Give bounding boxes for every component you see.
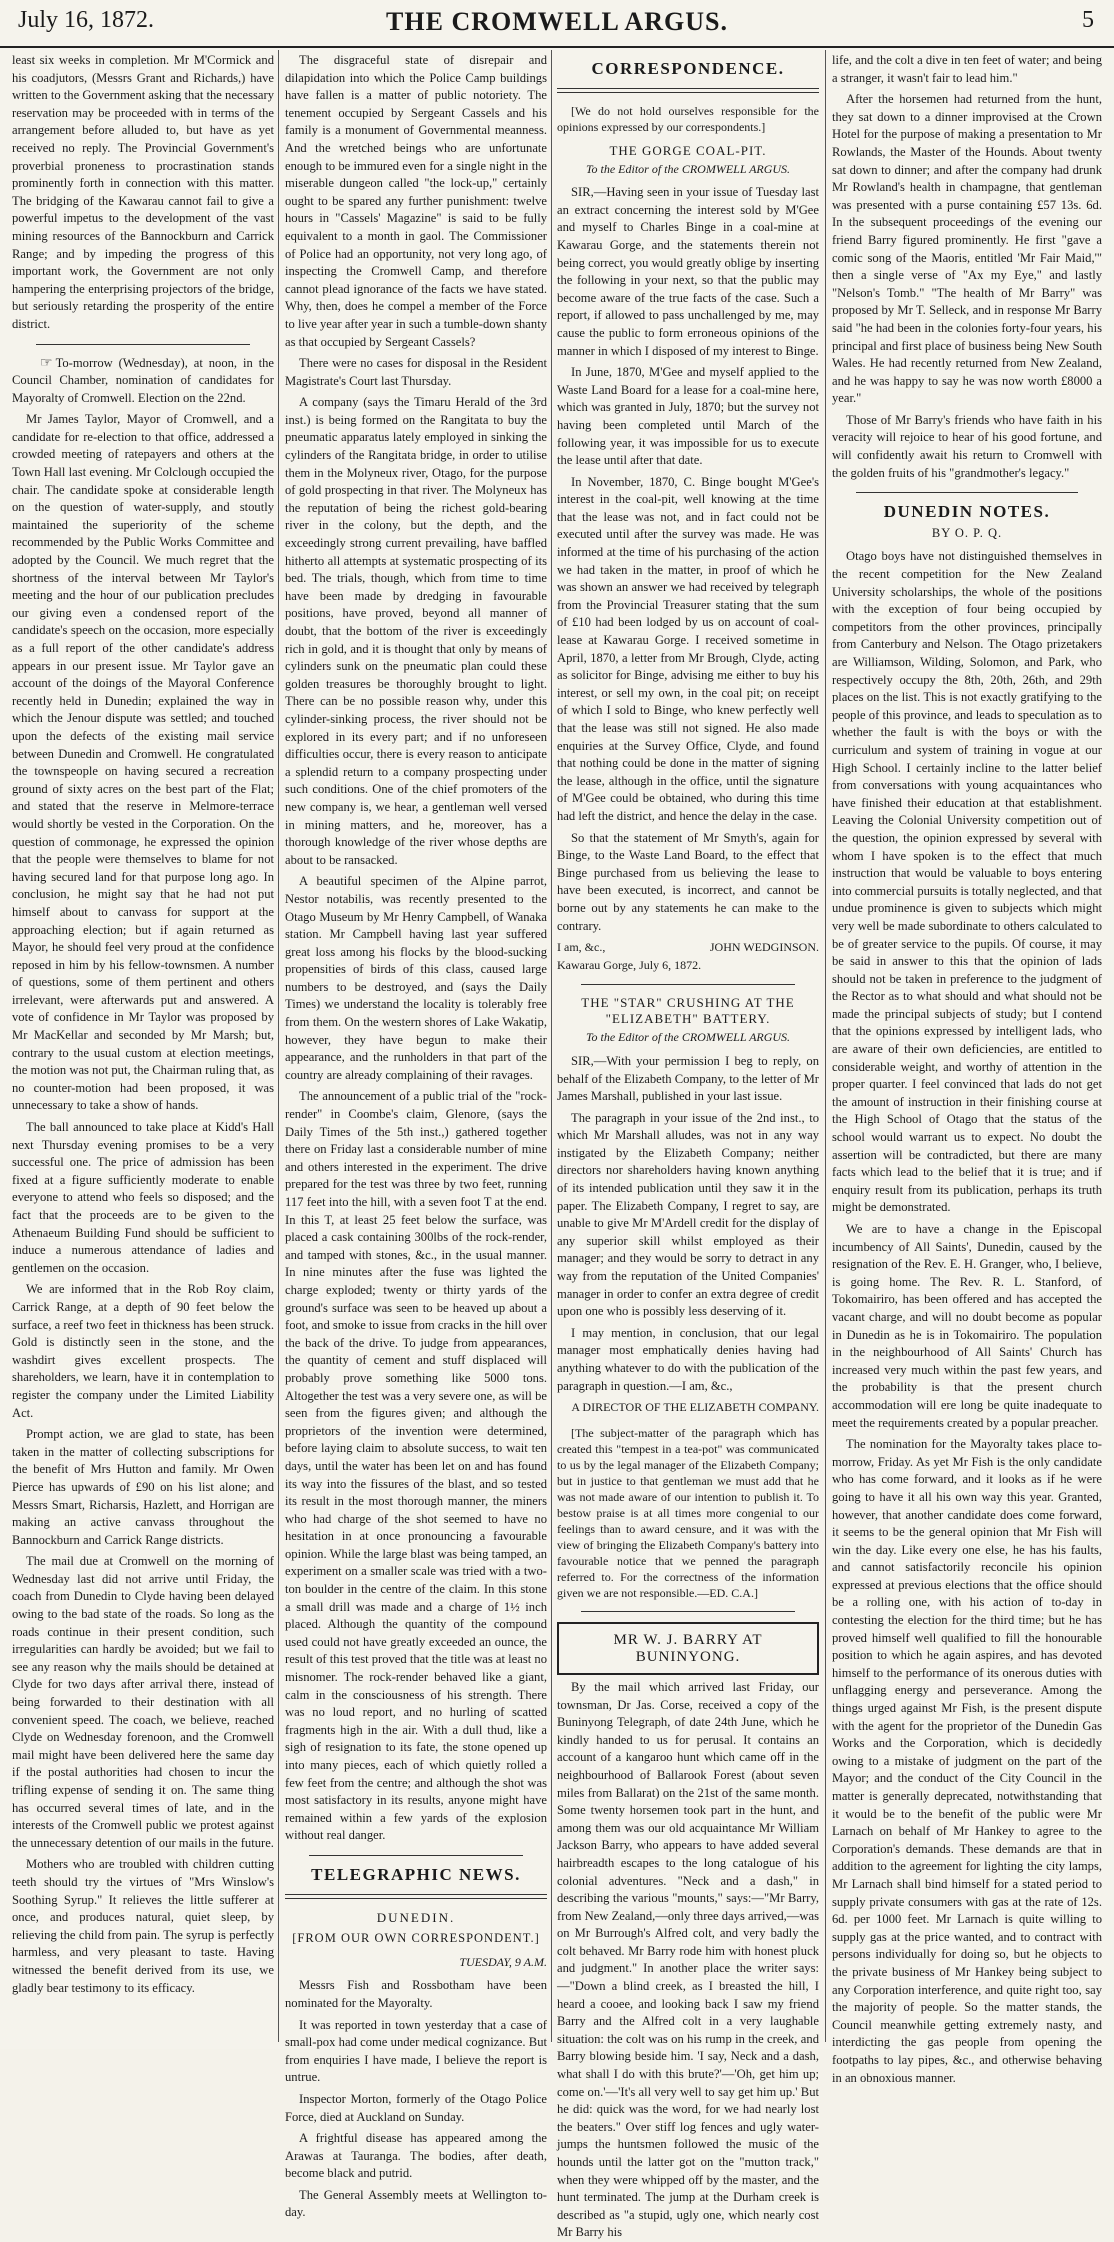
newspaper-title: THE CROMWELL ARGUS. [386,7,728,36]
telegraphic-item: It was reported in town yesterday that a case of small-pox had come under medical cognizance. But from enquiries I have made, I believe the report is untrue. [285,2017,547,2085]
double-rule [285,1894,547,1899]
telegraphic-dateline: TUESDAY, 9 A.M. [459,1954,547,1969]
article-paragraph: After the horsemen had returned from the hunt, they sat down to a dinner improvised at the Crown Hotel for the purpose of making a presentation to Mr Rowlands, the Master of the Hounds. About twenty sat down to dinner; and after the company had drunk Mr Rowland's health in champagne, that gentleman was presented with a purse containing £57 13s. 6d. In the subsequent proceedings of the evening our friend Barry figured prominently. He first "gave a comic song of the Maoris, entitled 'Mr Fair Maid,'" then a single verse of "Ax my Eye," and lastly "Nelson's Tomb." "The health of Mr Barry" was proposed by Mr T. Selleck, and in response Mr Barry said "he had been in the colonies forty-four years, his principal and first place of business being New South Wales. He had recently returned from New Zealand, and he was happy to say he was now worth £8000 a year." [832,92,1102,406]
article-paragraph: The nomination for the Mayoralty takes place to-morrow, Friday. As yet Mr Fish is the only candidate who has come forward, and it looks as if he were going to have it all his own way this year. Granted, however, that another candidate does come forward, it seems to be the general opinion that Mr Fish will win the day. Like every one else, he has his faults, and cannot satisfactorily reconcile his opinion expressed at previous elections that the office should be a rolling one, with his action of to-day in contesting the election for the third time; but he has proved himself well qualified to fill the honourable position to which he again aspires, and has devoted himself to the performance of its onerous duties with unflagging energy and perseverance. Among the things urged against Mr Fish, is the present dispute with the agent for the proprietor of the Dunedin Gas Works and the Corporation, which is decidedly owing to a mistake of judgment on the part of the Mayor; and the conduct of the City Council in the matter is generally deprecated, notwithstanding that it would be to the benefit of the public were Mr Larnach on behalf of Mr Hankey to agree to the Corporation's demands. These demands are that in addition to the agreement for lighting the city lamps, Mr Larnach shall bind himself for a stated period to supply private consumers with gas at the rate of 12s. 6d. per 1000 feet. Mr Larnach is quite willing to supply gas at the price wanted, and to contract with persons individually for doing so, but he objects to the private business of Mr Hankey being subject to any Corporation interference, and quite right too, say the majority of people. So the matter stands, the Council meanwhile getting extremely nasty, and interdicting the gas people from opening the footpaths to lay pipes, &c., and otherwise behaving in an obnoxious manner. [832,1437,1102,2085]
column-4 [832,52,1102,2085]
column-1 [12,52,274,2042]
divider [581,984,795,985]
article-paragraph: We are to have a change in the Episcopal incumbency of All Saints', Dunedin, caused by the resignation of the Rev. E. H. Granger, who, I believe, is going home. The Rev. R. L. Stanford, of Tokomairiro, has been offered and has accepted the vacant charge, and will no doubt become as popular in Dunedin as he is in Tokomairiro. The population in the neighbourhood of All Saints' Church has increased very much within the past few years, and the probability is that the present church accommodation will ere long be quite inadequate to meet the requirements created by a popular preacher. [832,1222,1102,1430]
article-paragraph: life, and the colt a dive in ten feet of water; and being a stranger, it wasn't fair to lead him." [832,53,1102,85]
letter-headline: THE GORGE COAL-PIT. [609,142,767,158]
issue-date: July 16, 1872. [18,7,155,33]
article-paragraph: A beautiful specimen of the Alpine parrot, Nestor notabilis, was recently presented to the Otago Museum by Mr Henry Campbell, of Wanaka station. Mr Campbell having last year suffered great loss among his flocks by the blood-sucking propensities of birds of this class, caused large numbers to be destroyed, and (says the Daily Times) we understand the locality is tolerably free from them. On the western shores of Lake Wakatip, however, they have begun to make their appearance, and the runholders in that part of the country are already complaining of their ravages. [285,874,547,1082]
letter-signature: JOHN WEDGINSON. [709,940,819,955]
letter-paragraph: In November, 1870, C. Binge bought M'Gee's interest in the coal-pit, well knowing at the time that the lease was not, and in fact could not be executed until after the survey was made. He was informed at the time of his purchasing of the action we had taken in the matter, in proof of which he was shown an answer we had received by telegraph from the Provincial Treasurer stating that the sum of £10 had been lodged by us on account of coal-lease at Kawarau Gorge. I received sometime in April, 1870, a letter from Mr Brough, Clyde, acting as solicitor for Binge, advising me either to buy his interest, or sell my own, in the coal pit; on receipt of which I sold to Binge, who knew perfectly well that the lease was still not signed. He also made enquiries at the Survey Office, Clyde, and found that nothing could be done in the matter of signing the lease, although in the office, until the signature of M'Gee could be obtained, who during this time had left the district, and hence the delay in the case. [557,474,819,823]
telegraphic-item: Inspector Morton, formerly of the Otago Police Force, died at Auckland on Sunday. [285,2091,547,2124]
letter-paragraph: The paragraph in your issue of the 2nd inst., to which Mr Marshall alludes, was not in any way instigated by the Elizabeth Company; neither directors nor shareholders having known anything of its intended publication until they saw it in the paper. The Elizabeth Company, I regret to say, are unable to give Mr M'Ardell credit for the display of any superior skill whilst employed as their manager; and they would be sorry to detract in any way from the reputation of the United Companies' manager in order to confer an extra degree of credit upon one who is possibly less deserving of it. [557,1110,819,1319]
article-paragraph: We are informed that in the Rob Roy claim, Carrick Range, at a depth of 90 feet below the surface, a reef two feet in thickness has been struck. Gold is distinctly seen in the stone, and the washdirt gives excellent prospects. The shareholders, we learn, have it in contemplation to register the company under the Limited Liability Act. [12,1282,274,1420]
letter-signoff [557,939,819,974]
letter-place-date: Kawarau Gorge, July 6, 1872. [557,957,702,972]
article-paragraph: A company (says the Timaru Herald of the 3rd inst.) is being formed on the Rangitata to buy the pneumatic apparatus lately employed in sinking the cylinders of the Rangitata bridge, in order to utilise them in the Molyneux river, Otago, for the purpose of gold prospecting in that river. The Molyneux has the reputation of being the richest gold-bearing river in the colony, but the depth, and the exceedingly strong current prevailing, have baffled hitherto all attempts at systematic prospecting of its bed. The trials, though, which from time to time have been made by dredging in favourable positions, have proved, beyond all manner of doubt, that the bottom of the river is exceedingly rich in gold, and it is thought that only by means of cylinders sunk on the pneumatic plan could these golden treasures be thoroughly brought to light. There can be no possible reason why, under this cylinder-sinking process, the river should not be explored in its every part; and if no unforeseen difficulties occur, there is every reason to anticipate a splendid return to a company prospecting under such conditions. One of the chief promoters of the new company is, we hear, a gentleman well versed in mining matters, and he, moreover, has a thorough knowledge of the river whose depths are about to be ransacked. [285,395,547,867]
letter-addressee: To the Editor of the CROMWELL ARGUS. [585,161,791,176]
editor-note: [The subject-matter of the paragraph which has created this "tempest in a tea-pot" was communicated to us by the legal manager of the Elizabeth Company; but in justice to that gentleman we must add that he was not made aware of our intention to publish it. To bestow praise is at all times more congenial to our feelings than to award censure, and it was with the view of bringing the Elizabeth Company's battery into favourable notice that we penned the paragraph referred to. For the correctness of the information given we are not responsible.—ED. C.A.] [557,1425,819,1600]
section-title-telegraphic: TELEGRAPHIC NEWS. [311,1864,521,1884]
column-rule [278,50,279,2042]
section-title-dunedin-notes: DUNEDIN NOTES. [883,502,1051,522]
masthead [0,0,1114,48]
letter-paragraph: SIR,—With your permission I beg to reply, on behalf of the Elizabeth Company, to the letter of Mr James Marshall, published in your last issue. [557,1053,819,1104]
article-paragraph: There were no cases for disposal in the Resident Magistrate's Court last Thursday. [285,356,547,388]
divider [36,344,250,345]
telegraphic-source: [FROM OUR OWN CORRESPONDENT.] [292,1931,540,1946]
telegraphic-place: DUNEDIN. [376,1909,456,1925]
telegraphic-item: A frightful disease has appeared among the Arawas at Tauranga. The bodies, after death, become black and putrid. [285,2131,547,2181]
pointing-hand-icon: ☞ [40,355,53,371]
article-paragraph: ☞ To-morrow (Wednesday), at noon, in the Council Chamber, nomination of candidates for Mayoralty of Cromwell. Election on the 22nd. [12,355,274,405]
letter-paragraph: SIR,—Having seen in your issue of Tuesday last an extract concerning the interest sold by M'Gee and myself to Charles Binge in a coal-mine at Kawarau Gorge, and the statements therein not being correct, you would greatly oblige by inserting the following in your next, so that the public may become aware of the true facts of the case. Such a report, if allowed to pass unchallenged by me, may cause the public to form erroneous opinions of the manner in which I disposed of my interest to Binge. [557,185,819,358]
letter-headline: THE "STAR" CRUSHING AT THE "ELIZABETH" BATTERY. [581,995,795,1027]
letter-closing: I am, &c., [557,940,606,955]
column-2 [285,52,547,2220]
article-paragraph: By the mail which arrived last Friday, our townsman, Dr Jas. Corse, received a copy of the Buninyong Telegraph, of date 24th June, which he kindly handed to us for perusal. It contains an account of a kangaroo hunt which came off in the neighbourhood of Ballarook Forest (about seven miles from Ballarat) on the 21st of the same month. Some twenty horsemen took part in the hunt, and among them was our old acquaintance Mr William Jackson Barry, who appears to have added several hairbreadth escapes to the long catalogue of his colonial adventures. "Neck and a dash," in describing the various "mounts," says:—"Mr Barry, from New Zealand,—only three days arrived,—was on Mr Burrough's Alfred colt, and very badly the colt behaved. Mr Barry rode him with honest pluck and judgment." In another place the writer says:—"Down a blind creek, as I breasted the hill, I heard a cooee, and looking back I saw my friend Barry and the Alfred colt in a very laughable situation: the colt was on his rump in the creek, and Barry blowing beside him. 'I say, Neck and a dash, what shall I do with this brute?'—'Oh, get him up; come on.'—'It's all very well to say get him up.' But he did: quick was the word, for we had nearly lost the beaters." Over stiff log fences and ugly water-jumps the huntsmen followed the music of the hounds until the latter got on the "mutton track," when they were whipped off by the master, and the hunt terminated. The jump at the Durham creek is described as "a stupid, ugly one, which nearly cost Mr Barry his [557,1679,819,2240]
article-paragraph: Mothers who are troubled with children cutting teeth should try the virtues of "Mrs Winslow's Soothing Syrup." It relieves the little sufferer at once, and produces natural, quiet sleep, by relieving the child from pain. The syrup is perfectly harmless, and very pleasant to taste. Having witnessed the benefit derived from its use, we gladly bear testimony to its efficacy. [12,1857,274,1995]
barry-headline-box [557,1622,819,1675]
article-paragraph: Otago boys have not distinguished themselves in the recent competition for the New Zealand University scholarships, the whole of the positions with the exception of four being occupied by competitors from the other provinces, principally from Canterbury and Nelson. The Otago prizetakers are Williamson, Wilding, Solomon, and Park, who respectively occupy the 8th, 20th, 26th, and 29th places on the list. This is not exactly gratifying to the people of this province, and leads to speculation as to whether the fault is with the boys or with the curriculum and system of training in vogue at our High School. I certainly incline to the latter belief from conversations with young acquaintances who have finished their education at that establishment. Leaving the Colonial University competition out of the question, the opinion expressed by several with whom I have spoken is to the effect that much instruction that would be valuable to boys entering into commercial pursuits is totally neglected, and that undue prominence is given to subjects which might very well be made subordinate to others calculated to be of greater service to the pupils. Of course, it may be said in answer to this that the opinion of lads should not be taken in preference to the judgment of the Rector as to what should and what should not be made the principal subjects of study; but I contend that the opinions expressed by intelligent lads, who are aware of their own deficiencies, are entitled to considerable weight, and worthy of attention in the proper quarter. I feel convinced that lads do not get the amount of instruction in their finishing course at the High School of Otago that the status of the school would warrant us to expect. No doubt the assertion will be contradicted, but there are many facts which lead to the belief that it is true; and if enquiry result from its publication, perhaps its truth might be demonstrated. [832,549,1102,1215]
correspondence-disclaimer: [We do not hold ourselves responsible for the opinions expressed by our correspondents.] [557,103,819,134]
byline: BY O. P. Q. [931,525,1003,540]
column-3 [557,52,819,2240]
letter-signature: A DIRECTOR OF THE ELIZABETH COMPANY. [571,1400,819,1415]
divider [856,492,1078,493]
letter-paragraph: So that the statement of Mr Smyth's, again for Binge, to the Waste Land Board, to the effect that Binge purchased from us believing the lease to have been executed, is incorrect, and cannot be borne out by any statements he can make to the contrary. [557,830,819,933]
letter-addressee: To the Editor of the CROMWELL ARGUS. [585,1030,791,1045]
article-paragraph: Mr James Taylor, Mayor of Cromwell, and a candidate for re-election to that office, addressed a crowded meeting of ratepayers and others at the Town Hall last evening. Mr Colclough occupied the chair. The candidate spoke at considerable length on the question of water-supply, and stoutly maintained the superiority of the scheme recommended by the Public Works Committee and adopted by the Council. We much regret that the shortness of the interval between Mr Taylor's meeting and the hour of our publication precludes our giving even a condensed report of the candidate's speech on the occasion, more especially as a full report of the other candidate's address appears in our present issue. Mr Taylor gave an account of the doings of the Mayoral Conference recently held in Dunedin; explained the way in which the Jenour dispute was settled; and touched upon the defects of the existing mail service between Dunedin and Cromwell. He congratulated the townspeople on having secured a recreation ground of sixty acres on the best part of the Flat; and stated that the reserve in Melmore-terrace would shortly be vested in the Corporation. On the question of commonage, he expressed the opinion that the people were themselves to blame for not having secured land for that purpose long ago. In conclusion, he might say that he had not put himself about to canvass for support at the approaching election; but if again returned as Mayor, he should feel very proud at the confidence reposed in him by his fellow-townsmen. A number of questions, some of them pertinent and others irrelevant, were afterwards put and answered. A vote of confidence in Mr Taylor was proposed by Mr MacKellar and seconded by Mr Marsh; but, contrary to the usual custom at election meetings, the motion was not put, the Chairman ruling that, as no counter-motion had been proposed, it was unnecessary to take a show of hands. [12,412,274,1113]
telegraphic-item: Messrs Fish and Rossbotham have been nominated for the Mayoralty. [285,1978,547,2010]
letter-paragraph: In June, 1870, M'Gee and myself applied to the Waste Land Board for a lease for a coal-mine here, which was granted in July, 1870; but the survey not having been completed until March of the following year, it was impossible for us to execute the lease until after that date. [557,365,819,468]
article-headline: MR W. J. BARRY AT BUNINYONG. [613,1631,763,1666]
telegraphic-item: The General Assembly meets at Wellington to-day. [285,2187,547,2220]
article-paragraph: The disgraceful state of disrepair and dilapidation into which the Police Camp buildings have fallen is a matter of public notoriety. The tenement occupied by Sergeant Cassels and his family is a monument of Governmental meanness. And the wretched beings who are unfortunate enough to be immured even for a single night in the miserable dungeon called "the lock-up," certainly ought to be spared any further punishment: twelve hours in "Cassels' Magazine" is said to be fully equivalent to a month in gaol. The Commissioner of Police had an opportunity, not very long ago, of inspecting the Cromwell Camp, and therefore cannot plead ignorance of the facts we have stated. Why, then, does he compel a member of the Force to live year after year in such a tumble-down shanty as that occupied by Sergeant Cassels? [285,53,547,349]
article-paragraph: least six weeks in completion. Mr M'Cormick and his coadjutors, (Messrs Grant and Richards,) have written to the Government asking that the necessary reservation may be proceeded with in terms of the arrangement before alluded to, but have as yet received no reply. The Provincial Government's proverbial proneness to procrastination stands prominently forth in connection with this matter. The bridging of the Kawarau cannot fail to give a powerful impetus to the development of the vast mining resources of the Bannockburn and Carrick Range; and by impeding the progress of this important work, the Government are not only hampering the enterprising projectors of the bridge, but seriously retarding the prosperity of the entire district. [12,53,274,331]
divider [581,1611,795,1612]
double-rule [557,88,819,93]
article-paragraph: The announcement of a public trial of the "rock-render" in Coombe's claim, Glenore, (says the Daily Times of the 5th inst.,) gathered together there on Friday last a considerable number of mine and others interested in the experiment. The drive prepared for the test was three by two feet, running 117 feet into the hill, with a seven foot T at the end. In this T, at least 25 feet below the surface, was placed a cask containing 300lbs of the rock-render, and tamped with stones, &c., in the usual manner. In nine minutes after the fuse was lighted the charge exploded; twenty or thirty yards of the ground's surface was seen to be heaved up about a foot, and smoke to issue from cracks in the hill over the back of the drive. To judge from appearances, the quantity of cement and stuff displaced will probably prove something like 5000 tons. Altogether the test was a very severe one, as will be seen from the figures given; and although the proprietors of the invention were determined, before laying claim to absolute success, to wait ten days, until the water has been let on and has found its way into the fissures of the blast, and so tested its result in the most thorough manner, the miners who had charge of the shot seemed to have no hesitation in at once pronouncing a favourable opinion. While the large blast was being tamped, an experiment on a smaller scale was tried with a two-ton boulder in the centre of the claim. In this stone a small drill was made and a charge of 1½ inch placed. Although the quantity of the compound used could not have greatly exceeded an ounce, the result of this test proved that the title was at least no misnomer. The rock-render behaved like a giant, calm in the consciousness of his strength. There was no loud report, and no hurling of scatted fragments high in the air. With a dull thud, like a sigh of resignation to its fate, the stone opened up into many pieces, each of which quietly rolled a few feet from the centre; and although the shot was most satisfactory in its results, anyone might have remained within a few yards of the explosion without real danger. [285,1089,547,1843]
page-number: 5 [1082,7,1094,33]
article-paragraph: The mail due at Cromwell on the morning of Wednesday last did not arrive until Friday, the coach from Dunedin to Clyde having been delayed owing to the bad state of the roads. So long as the roads continue in their present condition, such irregularities can hardly be avoided; but we fail to see any reason why the mails should be detained at Clyde for two days after arrival there, instead of being forwarded to their destination with all convenient speed. The coach, we believe, reached Clyde on Wednesday forenoon, and the Cromwell mail might have been delivered here the same day if the postal authorities had chosen to incur the trifling expense of sending it on. The same thing has occurred several times of late, and in the interests of the Cromwell public we protest against the unnecessary detention of our mails in the future. [12,1554,274,1850]
article-paragraph: The ball announced to take place at Kidd's Hall next Thursday evening promises to be a very successful one. The price of admission has been fixed at a figure sufficiently moderate to enable everyone to attend who feels so disposed; and the fact that the proceeds are to be given to the Athenaeum Building Fund should be sufficient to induce a numerous attendance of ladies and gentlemen on the occasion. [12,1120,274,1275]
divider [309,1855,523,1856]
column-rule [551,50,552,2042]
letter-paragraph: I may mention, in conclusion, that our legal manager most emphatically denies having had anything whatever to do with the publication of the paragraph in question.—I am, &c., [557,1325,819,1393]
article-paragraph: Those of Mr Barry's friends who have faith in his veracity will rejoice to hear of his good fortune, and will confidently await his return to Cromwell with the golden fruits of his "grandmother's legacy." [832,412,1102,480]
article-paragraph: Prompt action, we are glad to state, has been taken in the matter of collecting subscriptions for the benefit of Mrs Hutton and family. Mr Owen Pierce has upwards of £90 on his list alone; and Messrs Smart, Richarsis, Hazlett, and Horrigan are making an active canvass throughout the Bannockburn and Carrick Range districts. [12,1427,274,1547]
column-rule [825,50,826,2042]
section-title-correspondence: CORRESPONDENCE. [591,59,785,78]
